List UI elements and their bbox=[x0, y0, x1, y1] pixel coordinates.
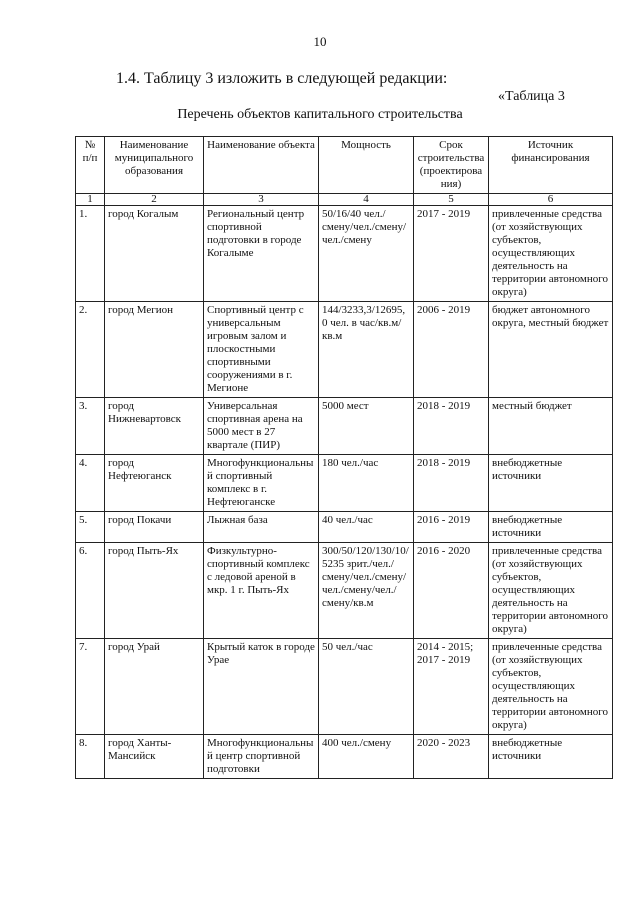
column-number: 3 bbox=[204, 194, 319, 206]
period-cell: 2017 - 2019 bbox=[414, 206, 489, 302]
period-cell: 2018 - 2019 bbox=[414, 455, 489, 512]
page-number: 10 bbox=[313, 34, 327, 49]
capacity-cell: 400 чел./смену bbox=[319, 735, 414, 779]
source-cell: местный бюджет bbox=[489, 398, 613, 455]
capacity-cell: 144/3233,3/12695,0 чел. в час/кв.м/кв.м bbox=[319, 302, 414, 398]
source-cell: бюджет автономного округа, местный бюджет bbox=[489, 302, 613, 398]
municipality-cell: город Нефтеюганск bbox=[105, 455, 204, 512]
municipality-cell: город Урай bbox=[105, 639, 204, 735]
municipality-cell: город Пыть-Ях bbox=[105, 543, 204, 639]
capacity-cell: 180 чел./час bbox=[319, 455, 414, 512]
row-number: 1. bbox=[76, 206, 105, 302]
object-cell: Универсальная спортивная арена на 5000 мест в 27 квартале (ПИР) bbox=[204, 398, 319, 455]
capacity-cell: 50 чел./час bbox=[319, 639, 414, 735]
column-number: 6 bbox=[489, 194, 613, 206]
table-row bbox=[76, 512, 613, 543]
capacity-cell: 5000 мест bbox=[319, 398, 414, 455]
row-number: 7. bbox=[76, 639, 105, 735]
row-number: 5. bbox=[76, 512, 105, 543]
municipality-cell: город Мегион bbox=[105, 302, 204, 398]
period-cell: 2016 - 2020 bbox=[414, 543, 489, 639]
column-number-row bbox=[76, 194, 613, 206]
period-cell: 2018 - 2019 bbox=[414, 398, 489, 455]
period-cell: 2016 - 2019 bbox=[414, 512, 489, 543]
source-cell: внебюджетные источники bbox=[489, 735, 613, 779]
table-row bbox=[76, 455, 613, 512]
amendment-heading: 1.4. Таблицу 3 изложить в следующей редакции: bbox=[116, 70, 448, 87]
row-number: 3. bbox=[76, 398, 105, 455]
table-row bbox=[76, 639, 613, 735]
row-number: 4. bbox=[76, 455, 105, 512]
header-number: № п/п bbox=[76, 137, 105, 194]
column-number: 4 bbox=[319, 194, 414, 206]
header-period: Срок строительства (проектирования) bbox=[414, 137, 489, 194]
table-row bbox=[76, 398, 613, 455]
table-row bbox=[76, 543, 613, 639]
table-row bbox=[76, 735, 613, 779]
table-header-row bbox=[76, 137, 613, 194]
header-municipality: Наименование муниципального образования bbox=[105, 137, 204, 194]
column-number: 5 bbox=[414, 194, 489, 206]
capacity-cell: 50/16/40 чел./смену/чел./смену/чел./смену bbox=[319, 206, 414, 302]
municipality-cell: город Когалым bbox=[105, 206, 204, 302]
period-cell: 2020 - 2023 bbox=[414, 735, 489, 779]
row-number: 8. bbox=[76, 735, 105, 779]
header-object: Наименование объекта bbox=[204, 137, 319, 194]
table-row bbox=[76, 206, 613, 302]
period-cell: 2006 - 2019 bbox=[414, 302, 489, 398]
source-cell: привлеченные средства (от хозяйствующих субъектов, осуществляющих деятельность на территории автономного округа) bbox=[489, 543, 613, 639]
object-cell: Многофункциональный центр спортивной подготовки bbox=[204, 735, 319, 779]
header-capacity: Мощность bbox=[319, 137, 414, 194]
row-number: 2. bbox=[76, 302, 105, 398]
object-cell: Региональный центр спортивной подготовки в городе Когалыме bbox=[204, 206, 319, 302]
source-cell: привлеченные средства (от хозяйствующих субъектов, осуществляющих деятельность на территории автономного округа) bbox=[489, 206, 613, 302]
municipality-cell: город Нижневартовск bbox=[105, 398, 204, 455]
capacity-cell: 300/50/120/130/10/5235 зрит./чел./смену/чел./смену/чел./смену/чел./смену/кв.м bbox=[319, 543, 414, 639]
municipality-cell: город Ханты-Мансийск bbox=[105, 735, 204, 779]
object-cell: Лыжная база bbox=[204, 512, 319, 543]
object-cell: Крытый каток в городе Урае bbox=[204, 639, 319, 735]
table-title: Перечень объектов капитального строительства bbox=[177, 107, 463, 122]
municipality-cell: город Покачи bbox=[105, 512, 204, 543]
capital-construction-table bbox=[75, 136, 613, 779]
object-cell: Физкультурно-спортивный комплекс с ледовой ареной в мкр. 1 г. Пыть-Ях bbox=[204, 543, 319, 639]
header-source: Источник финансирования bbox=[489, 137, 613, 194]
object-cell: Многофункциональный спортивный комплекс в г. Нефтеюганске bbox=[204, 455, 319, 512]
column-number: 1 bbox=[76, 194, 105, 206]
period-cell: 2014 - 2015; 2017 - 2019 bbox=[414, 639, 489, 735]
object-cell: Спортивный центр с универсальным игровым залом и плоскостными спортивными сооружениями в г. Мегионе bbox=[204, 302, 319, 398]
capacity-cell: 40 чел./час bbox=[319, 512, 414, 543]
table-reference: «Таблица 3 bbox=[498, 89, 565, 104]
source-cell: привлеченные средства (от хозяйствующих субъектов, осуществляющих деятельность на территории автономного округа) bbox=[489, 639, 613, 735]
row-number: 6. bbox=[76, 543, 105, 639]
source-cell: внебюджетные источники bbox=[489, 455, 613, 512]
table-row bbox=[76, 302, 613, 398]
column-number: 2 bbox=[105, 194, 204, 206]
source-cell: внебюджетные источники bbox=[489, 512, 613, 543]
